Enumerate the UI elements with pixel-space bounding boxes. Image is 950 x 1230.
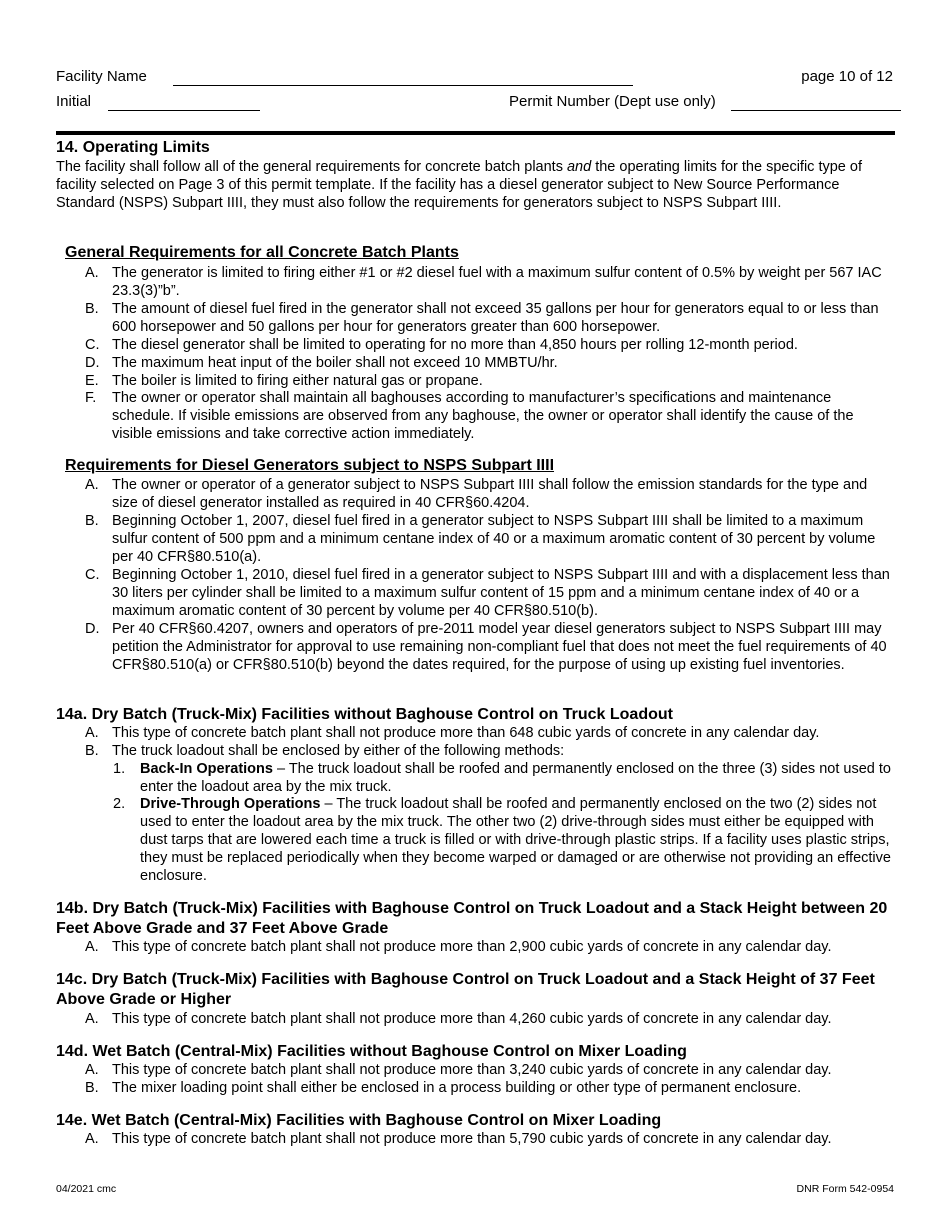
page-number: page 10 of 12 <box>801 68 893 85</box>
section-14c-heading: 14c. Dry Batch (Truck-Mix) Facilities with Baghouse Control on Truck Loadout and a Stack Height of 37 Feet Above Grade or Higher <box>56 971 875 1008</box>
general-item-f: F. The owner or operator shall maintain all baghouses according to manufacturer’s specifications and maintenance schedule. If visible emissions are observed from any baghouse, the owner or operator shall identify the cause of the visible emissions and take corrective action immediately. <box>85 390 854 442</box>
diesel-item-a: A. The owner or operator of a generator subject to NSPS Subpart IIII shall follow the emission standards for the type and size of diesel generator installed as required in 40 CFR§60.4204. <box>85 477 868 511</box>
section-14b-item-a: A. This type of concrete batch plant shall not produce more than 2,900 cubic yards of concrete in any calendar day. <box>85 939 832 955</box>
permit-number-label: Permit Number (Dept use only) <box>509 93 716 110</box>
general-item-c: C. The diesel generator shall be limited to operating for no more than 4,850 hours per rolling 12-month period. <box>85 337 798 353</box>
footer-revision: 04/2021 cmc <box>56 1183 117 1195</box>
general-item-e: E. The boiler is limited to firing either natural gas or propane. <box>85 373 483 389</box>
section-14b-heading: 14b. Dry Batch (Truck-Mix) Facilities with Baghouse Control on Truck Loadout and a Stack Height between 20 Feet Above Grade and 37 Feet Above Grade <box>56 900 888 937</box>
diesel-item-c: C. Beginning October 1, 2010, diesel fuel fired in a generator subject to NSPS Subpart IIII and with a displacement less than 30 liters per cylinder shall be limited to a maximum sulfur content of 15 ppm and a minimum centane index of 40 or a maximum aromatic content of 30 percent by volume per 40 CFR§80.510(b). <box>85 567 890 619</box>
section-intro: The facility shall follow all of the general requirements for concrete batch plants and the operating limits for the specific type of facility selected on Page 3 of this permit template. If the facility has a diesel generator subject to New Source Performance Standard (NSPS) Subpart IIII, they must also follow the requirements for generators subject to NSPS Subpart IIII. <box>56 159 862 211</box>
general-item-b: B. The amount of diesel fuel fired in the generator shall not exceed 35 gallons per hour for generators equal to or less than 600 horsepower and 50 gallons per hour for generators greater than 600 horsepower. <box>85 301 879 335</box>
section-14d-heading: 14d. Wet Batch (Central-Mix) Facilities without Baghouse Control on Mixer Loading <box>56 1043 687 1060</box>
section-14a-item-b: B. The truck loadout shall be enclosed by either of the following methods: <box>85 743 565 759</box>
facility-name-field[interactable] <box>173 85 633 86</box>
section-14a-heading: 14a. Dry Batch (Truck-Mix) Facilities without Baghouse Control on Truck Loadout <box>56 706 673 723</box>
diesel-item-d: D. Per 40 CFR§60.4207, owners and operators of pre-2011 model year diesel generators subject to NSPS Subpart IIII may petition the Administrator for approval to use remaining non-compliant fuel that does not meet the fuel requirements of 40 CFR§80.510(a) or CFR§80.510(b) beyond the dates required, for the purpose of using up existing fuel inventories. <box>85 621 887 673</box>
section-14d-item-a: A. This type of concrete batch plant shall not produce more than 3,240 cubic yards of concrete in any calendar day. <box>85 1062 832 1078</box>
facility-name-label: Facility Name <box>56 68 147 85</box>
general-requirements-heading: General Requirements for all Concrete Batch Plants <box>65 244 459 261</box>
section-14e-item-a: A. This type of concrete batch plant shall not produce more than 5,790 cubic yards of concrete in any calendar day. <box>85 1131 832 1147</box>
section-14d-item-b: B. The mixer loading point shall either be enclosed in a process building or other type of permanent enclosure. <box>85 1080 802 1096</box>
section-title: 14. Operating Limits <box>56 139 210 156</box>
section-14a-sub-2: 2. Drive-Through Operations – The truck loadout shall be roofed and permanently enclosed on the two (2) sides not used to enter the loadout area by the mix truck. The other two (2) drive-through sides must either be equipped with dust tarps that are lowered each time a truck is filled or with drive-through plastic strips. If a facility uses plastic strips, they must be replaced periodically when they become warped or damaged or are otherwise not providing an effective enclosure. <box>113 796 891 884</box>
section-14a-sub-1: 1. Back-In Operations – The truck loadout shall be roofed and permanently enclosed on the three (3) sides not used to enter the loadout area by the mix truck. <box>113 761 891 795</box>
general-item-d: D. The maximum heat input of the boiler shall not exceed 10 MMBTU/hr. <box>85 355 558 371</box>
permit-number-field[interactable] <box>731 110 901 111</box>
diesel-requirements-heading: Requirements for Diesel Generators subject to NSPS Subpart IIII <box>65 457 555 474</box>
general-item-a: A. The generator is limited to firing either #1 or #2 diesel fuel with a maximum sulfur content of 0.5% by weight per 567 IAC 23.3(3)”b”. <box>85 265 882 299</box>
section-14e-heading: 14e. Wet Batch (Central-Mix) Facilities with Baghouse Control on Mixer Loading <box>56 1112 662 1129</box>
header-divider <box>56 131 895 135</box>
initial-label: Initial <box>56 93 92 110</box>
diesel-item-b: B. Beginning October 1, 2007, diesel fuel fired in a generator subject to NSPS Subpart IIII shall be limited to a maximum sulfur content of 500 ppm and a minimum centane index of 40 or a maximum aromatic content of 30 percent by volume per 40 CFR§80.510(a). <box>85 513 876 565</box>
intro-emphasis: and <box>566 159 592 175</box>
footer-form-number: DNR Form 542-0954 <box>796 1183 894 1195</box>
section-14c-item-a: A. This type of concrete batch plant shall not produce more than 4,260 cubic yards of concrete in any calendar day. <box>85 1011 832 1027</box>
section-14a-item-a: A. This type of concrete batch plant shall not produce more than 648 cubic yards of concrete in any calendar day. <box>85 725 820 741</box>
initial-field[interactable] <box>108 110 260 111</box>
